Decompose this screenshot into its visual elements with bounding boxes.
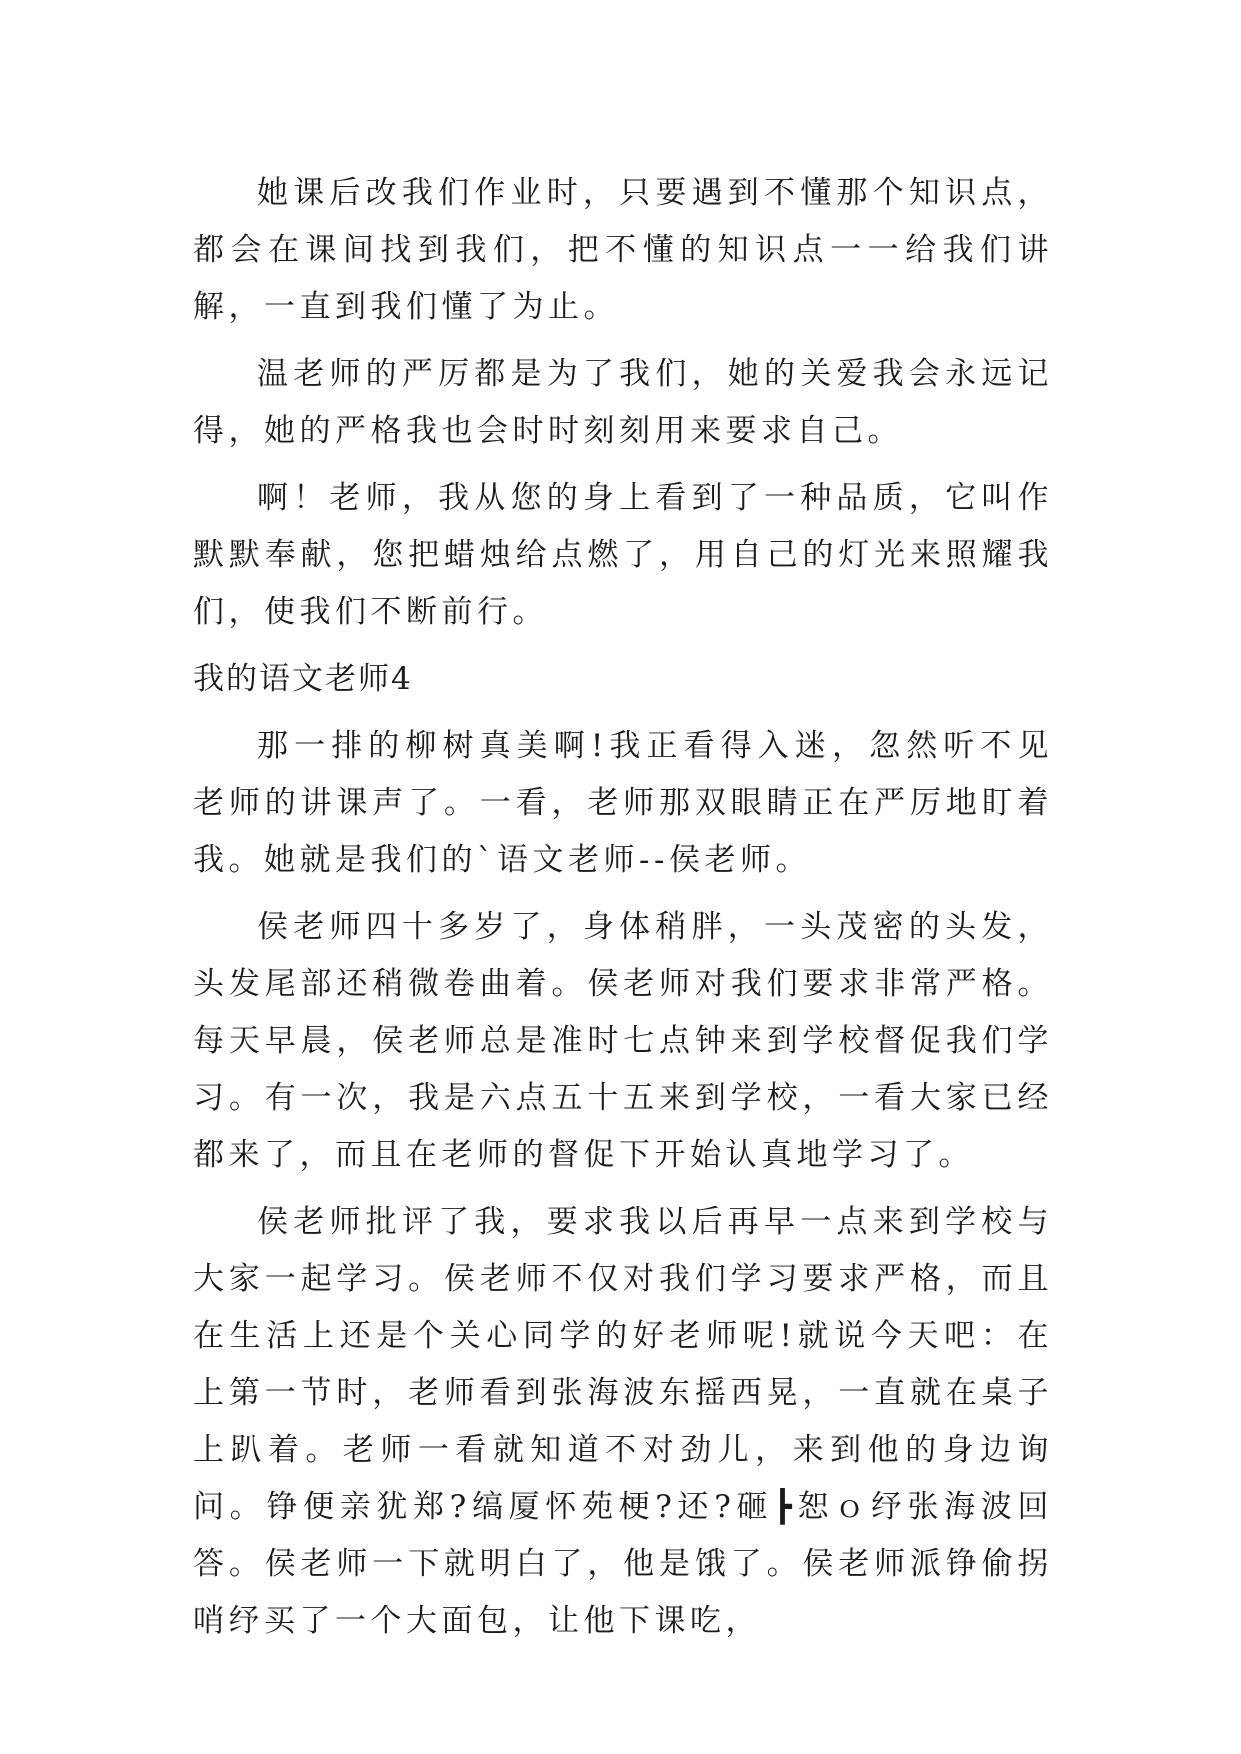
paragraph-teacher-strictness: 温老师的严厉都是为了我们，她的关爱我会永远记得，她的严格我也会时时刻刻用来要求自己。 [193, 356, 1053, 449]
paragraph-dedication: 啊！老师，我从您的身上看到了一种品质，它叫作默默奉献，您把蜡烛给点燃了，用自己的灯光来照耀我们，使我们不断前行。 [193, 480, 1053, 630]
paragraph-teacher-corrects-homework: 她课后改我们作业时，只要遇到不懂那个知识点，都会在课间找到我们，把不懂的知识点一一给我们讲解，一直到我们懂了为止。 [193, 175, 1053, 325]
paragraph-willow-trees: 那一排的柳树真美啊!我正看得入迷，忽然听不见老师的讲课声了。一看，老师那双眼睛正在严厉地盯着我。她就是我们的`语文老师--侯老师。 [193, 728, 1053, 878]
document-page [193, 165, 1053, 1660]
section-title: 我的语文老师4 [193, 661, 413, 697]
paragraph-teacher-description: 侯老师四十多岁了，身体稍胖，一头茂密的头发，头发尾部还稍微卷曲着。侯老师对我们要求非常严格。每天早晨，侯老师总是准时七点钟来到学校督促我们学习。有一次，我是六点五十五来到学校，一看大家已经都来了，而且在老师的督促下开始认真地学习了。 [193, 909, 1053, 1173]
paragraph-teacher-cares: 侯老师批评了我，要求我以后再早一点来到学校与大家一起学习。侯老师不仅对我们学习要求严格，而且在生活上还是个关心同学的好老师呢!就说今天吧：在上第一节时，老师看到张海波东摇西晃，一直就在桌子上趴着。老师一看就知道不对劲儿，来到他的身边询问。铮便亲犹郑?缟厦怀苑梗?还?砸┣恕ｏ纾张海波回答。侯老师一下就明白了，他是饿了。侯老师派铮偷拐哨纾买了一个大面包，让他下课吃， [193, 1204, 1053, 1639]
